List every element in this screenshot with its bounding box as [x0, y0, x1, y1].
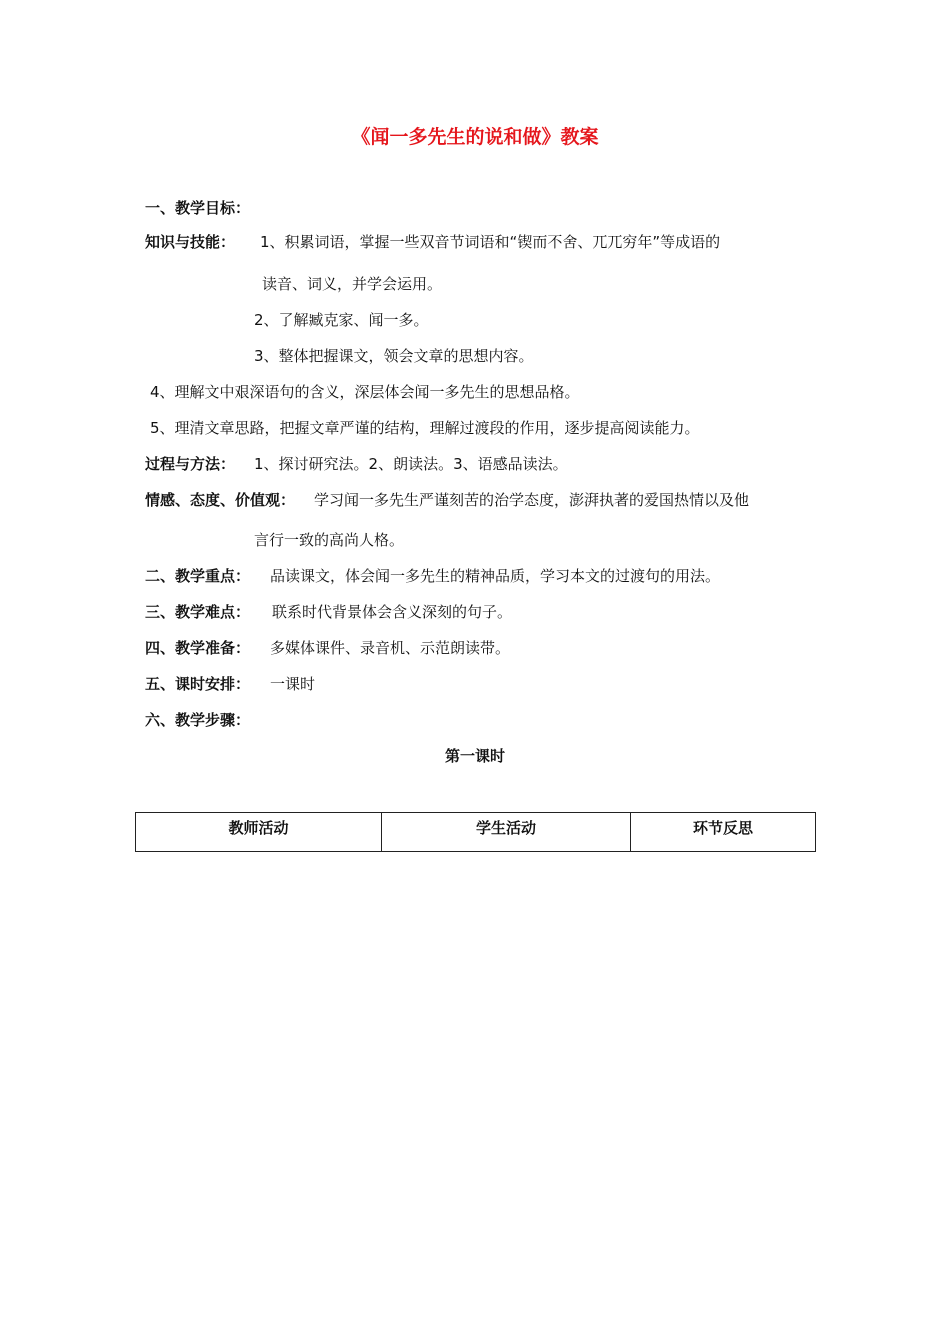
schedule-label: 五、课时安排： [145, 675, 251, 693]
objectives-heading: 一、教学目标： [145, 199, 251, 217]
knowledge-item-2: 2、了解臧克家、闻一多。 [254, 311, 429, 329]
header-reflection: 环节反思 [631, 813, 816, 852]
header-teacher-activity: 教师活动 [136, 813, 382, 852]
process-text: 1、探讨研究法。2、朗读法。3、语感品读法。 [254, 455, 568, 473]
emotion-text-cont: 言行一致的高尚人格。 [254, 531, 405, 549]
difficulty-label: 三、教学难点： [145, 603, 251, 621]
knowledge-label: 知识与技能： [145, 233, 236, 251]
lesson-plan-table [135, 812, 816, 852]
document-title: 《闻一多先生的说和做》教案 [351, 126, 599, 148]
lesson-heading: 第一课时 [444, 747, 505, 765]
key-points-text: 品读课文，体会闻一多先生的精神品质，学习本文的过渡句的用法。 [270, 567, 721, 585]
header-student-activity: 学生活动 [382, 813, 631, 852]
key-points-label: 二、教学重点： [145, 567, 251, 585]
knowledge-item-3: 3、整体把握课文，领会文章的思想内容。 [254, 347, 534, 365]
preparation-label: 四、教学准备： [145, 639, 251, 657]
table-header-row [136, 813, 816, 852]
process-label: 过程与方法： [145, 455, 236, 473]
difficulty-text: 联系时代背景体会含义深刻的句子。 [272, 603, 513, 621]
schedule-text: 一课时 [270, 675, 316, 693]
preparation-text: 多媒体课件、录音机、示范朗读带。 [270, 639, 511, 657]
emotion-label: 情感、态度、价值观： [145, 491, 296, 509]
knowledge-item-5: 5、理清文章思路，把握文章严谨的结构，理解过渡段的作用，逐步提高阅读能力。 [150, 419, 700, 437]
emotion-text: 学习闻一多先生严谨刻苦的治学态度，澎湃执著的爱国热情以及他 [314, 491, 750, 509]
knowledge-item-1-cont: 读音、词义，并学会运用。 [262, 275, 443, 293]
knowledge-item-1: 1、积累词语，掌握一些双音节词语和“锲而不舍、兀兀穷年”等成语的 [260, 233, 721, 251]
steps-label: 六、教学步骤： [145, 711, 251, 729]
knowledge-item-4: 4、理解文中艰深语句的含义，深层体会闻一多先生的思想品格。 [150, 383, 580, 401]
